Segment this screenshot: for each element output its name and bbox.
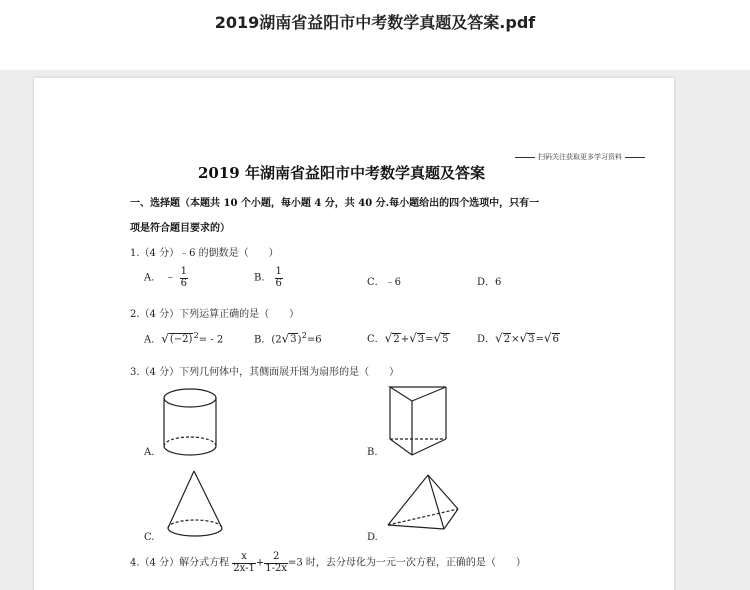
fraction: $\frac{1}{6}$: [180, 266, 187, 289]
document-filename: 2019湖南省益阳市中考数学真题及答案.pdf: [214, 13, 536, 32]
sqrt-sign: √: [495, 331, 503, 345]
fraction: $\frac{1}{6}$: [275, 266, 282, 289]
question-4-stem: 4.（4 分）解分式方程 $\frac{x}{2x-1}$ + $\frac{2}{1-2x}$ =3 时，去分母化为一元一次方程，正确的是（ ）: [130, 551, 526, 574]
q2-option-c: C．√2+√3=√5: [367, 331, 449, 345]
tetrahedron-icon: [384, 471, 464, 533]
sqrt-sign: √: [543, 331, 552, 345]
q3-option-d: D.: [367, 532, 378, 543]
q1-option-a: A． ﹣ $\frac{1}{6}$: [144, 266, 187, 289]
section-heading-cont: 项是符合题目要求的）: [130, 223, 230, 234]
divider: [625, 157, 645, 158]
cylinder-icon: [159, 386, 221, 460]
sqrt-sign: √: [384, 331, 393, 345]
sqrt-sign: √: [161, 331, 169, 346]
fraction: $\frac{x}{2x-1}$: [233, 551, 255, 574]
pdf-page: [34, 78, 674, 590]
question-3-stem: 3.（4 分）下列几何体中，其侧面展开图为扇形的是（ ）: [130, 367, 400, 378]
sqrt-sign: √: [281, 331, 290, 346]
qr-promo-text: 扫码关注获取更多学习资料: [538, 153, 622, 161]
qr-promo-note: [512, 152, 648, 162]
sqrt-sign: √: [409, 331, 417, 345]
q2-option-a: A．$√(-2)^2= - 2$: [144, 330, 224, 346]
q1-option-c: C．﹣6: [367, 277, 402, 288]
q2-option-b: B．$(2√3)^2=6$: [254, 330, 322, 346]
section-heading: 一、选择题（本题共 10 个小题，每小题 4 分，共 40 分.每小题给出的四个选项中，只有一: [130, 198, 540, 209]
cone-icon: [162, 468, 228, 542]
sqrt-sign: √: [433, 331, 442, 345]
sqrt-sign: √: [519, 331, 528, 345]
q3-option-b: B.: [367, 447, 378, 458]
fraction: $\frac{2}{1-2x}$: [265, 551, 287, 574]
q3-option-c: C.: [144, 532, 155, 543]
question-1-stem: 1.（4 分）﹣6 的倒数是（ ）: [130, 248, 279, 259]
q2-option-d: D．√2×√3=√6: [477, 331, 559, 345]
paper-title: 2019 年湖南省益阳市中考数学真题及答案: [198, 164, 485, 182]
viewer-toolbar: [0, 0, 750, 70]
q3-option-a: A.: [144, 447, 155, 458]
triangular-prism-icon: [384, 383, 454, 459]
q1-option-b: B． $\frac{1}{6}$: [254, 266, 282, 289]
q1-option-d: D．6: [477, 277, 502, 288]
question-2-stem: 2.（4 分）下列运算正确的是（ ）: [130, 309, 300, 320]
divider: [515, 157, 535, 158]
